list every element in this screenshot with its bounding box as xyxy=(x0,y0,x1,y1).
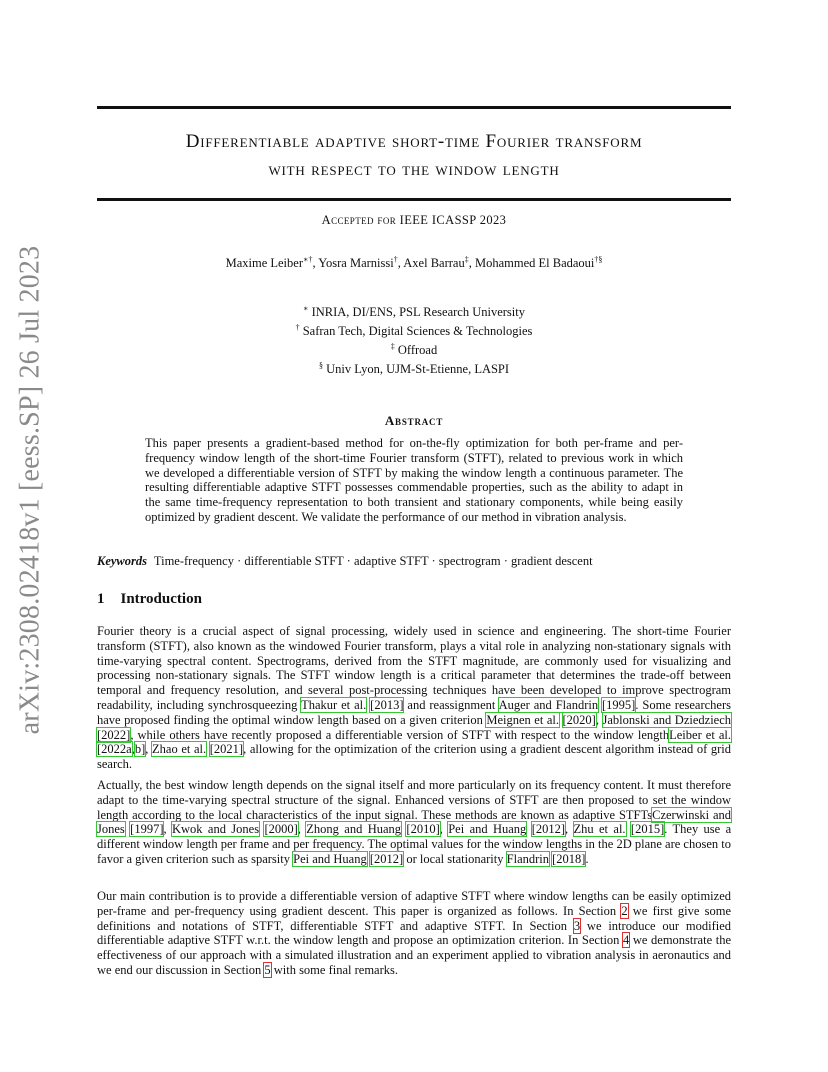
affiliation-text: Offroad xyxy=(397,343,438,358)
text-run: , allowing for the optimization of the criterion using a gradient descent algorithm instead of grid search. xyxy=(97,742,731,772)
citation-link[interactable]: Pei and Huang xyxy=(448,822,527,837)
author-name: Maxime Leiber xyxy=(225,256,303,271)
author-marks: ‡ xyxy=(464,255,469,264)
text-run: we first give some definitions and notations of STFT, differentiable STFT and adaptive STFT. In Section xyxy=(97,903,731,933)
text-run: . xyxy=(585,851,589,866)
text-run: with some final remarks. xyxy=(270,962,398,977)
intro-paragraph-2 xyxy=(97,778,731,867)
intro-paragraph-3 xyxy=(97,889,731,978)
citation-link[interactable]: Zhong and Huang xyxy=(306,822,402,837)
text-run: , xyxy=(297,822,307,837)
section-ref-link[interactable]: 5 xyxy=(264,962,271,977)
citation-link[interactable]: Meignen et al. xyxy=(486,712,559,727)
abstract-body: This paper presents a gradient-based method for on-the-fly optimization for both per-frame and per-frequency window length of the short-time Fourier transform (STFT), related to previous work in which we developed a differentiable version of STFT by making the window length a continuous parameter. The resulting differentiable adaptive STFT possesses commendable properties, such as the ability to adapt in the same time-frequency representation to both transient and stationary components, while being easily optimized by gradient descent. We validate the performance of our method in vibration analysis. xyxy=(145,436,683,524)
intro-paragraph-1: Fourier theory is a crucial aspect of signal processing, widely used in science and engineering. The short-time Fourier transform (STFT), also known as the windowed Fourier transform, plays a vital role in analyzing non-stationary signals with time-varying spectral content. Spectrograms, derived from the STFT magnitude, are commonly used for visualizing and processing non-stationary signals. The STFT window length is a critical parameter that determines the trade-off between temporal and frequency resolution, and several post-processing techniques have been developed to improve spectrogram readability, including synchrosqueezing Thakur et al. [2013] and reassignment Auger and Flandrin [1995]. Some researchers have proposed finding the optimal window length based on a given criterion Meignen et al. [2020], Jablonski and Dziedziech [2022], while others have recently proposed a differentiable version of STFT with respect to the window lengthLeiber et al. [2022a,b], Zhao et al. [2021], allowing for the optimization of the criterion using a gradient descent algorithm instead of grid search. xyxy=(97,624,732,772)
acceptance-note: Accepted for IEEE ICASSP 2023 xyxy=(321,213,507,227)
citation-year-link[interactable]: [2021] xyxy=(209,742,244,757)
text-run: . They use a different window length per frame and per frequency. The optimal values for the window lengths in the 2D plane are chosen to favor a given criterion such as sparsity xyxy=(97,822,732,866)
author-name: Yosra Marnissi xyxy=(318,256,394,271)
affiliation xyxy=(97,320,731,339)
title-bottom-rule xyxy=(97,198,731,201)
affiliation-mark: ∗ xyxy=(303,304,309,313)
citation-year-link[interactable]: [2015] xyxy=(630,822,665,837)
affiliation xyxy=(97,301,731,320)
citation-year-link[interactable]: [2013] xyxy=(370,697,404,712)
author-marks: ∗† xyxy=(303,255,313,264)
citation-year-link[interactable]: [2020] xyxy=(562,712,596,727)
citation-link[interactable]: Pei and Huang xyxy=(293,851,367,866)
text-run: , xyxy=(439,822,449,837)
section-ref-link[interactable]: 2 xyxy=(621,903,628,918)
citation-year-link[interactable]: [2022a xyxy=(97,742,132,757)
affiliation xyxy=(97,339,731,358)
text-run: , xyxy=(595,712,603,727)
arxiv-id-text: arXiv:2308.02418v1 [eess.SP] 26 Jul 2023 xyxy=(14,245,45,735)
text-run: , xyxy=(163,822,172,837)
abstract-heading: Abstract xyxy=(384,413,444,428)
affiliation-text: Univ Lyon, UJM-St-Etienne, LASPI xyxy=(326,362,510,377)
text-run: or local stationarity xyxy=(403,851,507,866)
title-line-2: with respect to the window length xyxy=(268,159,560,180)
affiliation-text: INRIA, DI/ENS, PSL Research University xyxy=(311,305,525,320)
affiliation-mark: § xyxy=(318,361,323,371)
citation-year-link[interactable]: [2012] xyxy=(531,822,566,837)
section-ref-link[interactable]: 3 xyxy=(573,918,581,933)
text-run: Our main contribution is to provide a differentiable version of adaptive STFT where window lengths can be easily optimized per-frame and per-frequency using gradient descent. This paper is organized as follows. In Section xyxy=(97,889,731,918)
affiliation-text: Safran Tech, Digital Sciences & Technologies xyxy=(302,324,533,339)
affiliation-list xyxy=(97,301,731,378)
text-run: we introduce our modified differentiable adaptive STFT w.r.t. the window length and propose an optimization criterion. In Section xyxy=(97,918,731,948)
text-run: Fourier theory is a crucial aspect of signal processing, widely used in science and engineering. The short-time Fourier transform (STFT), also known as the windowed Fourier transform, plays a vital role in analyzing non-stationary signals with time-varying spectral content. Spectrograms, derived from the STFT magnitude, are commonly used for visualizing and processing non-stationary signals. The STFT window length is a critical parameter that determines the trade-off between temporal and frequency resolution, and several post-processing techniques have been developed to improve spectrogram readability, including synchrosqueezing xyxy=(97,624,731,712)
section-ref-link[interactable]: 4 xyxy=(623,933,630,948)
text-run: and reassignment xyxy=(403,697,499,712)
citation-link[interactable]: Leiber et al. xyxy=(669,727,731,742)
affiliation xyxy=(97,358,731,377)
arxiv-side-identifier xyxy=(10,245,50,735)
citation-link[interactable]: Jablonski and Dziedziech xyxy=(602,712,732,727)
affiliation-mark: ‡ xyxy=(390,342,395,352)
text-run: Actually, the best window length depends on the signal itself and more particularly on its frequency content. It must therefore adapt to the time-varying spectral structure of the signal. Enhanced versions of STFT are then proposed to set the window length according to the local characteristics of the input signal. These methods are known as adaptive STFTs xyxy=(97,778,731,822)
citation-year-link[interactable]: b] xyxy=(134,742,146,757)
citation-year-link[interactable]: [2022] xyxy=(97,727,131,742)
citation-year-link[interactable]: [1995] xyxy=(602,697,636,712)
text-run: , while others have recently proposed a differentiable version of STFT with respect to the window length xyxy=(130,727,670,742)
keywords xyxy=(97,554,731,569)
citation-link[interactable]: Flandrin xyxy=(506,851,549,866)
author-marks: †§ xyxy=(594,255,603,264)
section-heading-introduction xyxy=(97,591,202,608)
citation-link[interactable]: Czerwinski and Jones xyxy=(97,807,731,837)
paper-title xyxy=(97,128,731,184)
text-run: , xyxy=(145,742,153,757)
citation-year-link[interactable]: [2012] xyxy=(369,851,404,866)
section-number: 1 xyxy=(97,591,105,607)
citation-year-link[interactable]: [1997] xyxy=(130,822,164,837)
keywords-text: Time-frequency · differentiable STFT · adaptive STFT · spectrogram · gradient descent xyxy=(153,554,593,568)
text-run: . Some researchers have proposed finding the optimal window length based on a given criterion xyxy=(97,697,732,727)
text-run: , xyxy=(565,822,574,837)
affiliation-mark: † xyxy=(295,323,300,333)
keywords-label: Keywords xyxy=(97,554,147,568)
citation-year-link[interactable]: [2018] xyxy=(552,851,586,866)
citation-link[interactable]: Zhu et al. xyxy=(573,822,626,837)
citation-year-link[interactable]: [2010] xyxy=(406,822,440,837)
citation-link[interactable]: Zhao et al. xyxy=(152,742,207,757)
section-title: Introduction xyxy=(120,591,202,607)
citation-link[interactable]: Thakur et al. xyxy=(301,697,367,712)
author-list: Maxime Leiber∗†, Yosra Marnissi†, Axel Barrau‡, Mohammed El Badaoui†§ xyxy=(225,255,603,271)
author-name: Axel Barrau xyxy=(403,256,465,271)
author-name: Mohammed El Badaoui xyxy=(474,256,595,271)
author-marks: † xyxy=(393,255,398,264)
text-run: we demonstrate the effectiveness of our approach with a simulated illustration and an experiment applied to vibration analysis in aeronautics and we end our discussion in Section xyxy=(97,933,731,977)
title-top-rule xyxy=(97,106,731,109)
citation-link[interactable]: Auger and Flandrin xyxy=(498,697,599,712)
citation-year-link[interactable]: [2000] xyxy=(264,822,298,837)
title-line-1: Differentiable adaptive short-time Fourier transform xyxy=(185,131,643,152)
citation-link[interactable]: Kwok and Jones xyxy=(171,822,260,837)
